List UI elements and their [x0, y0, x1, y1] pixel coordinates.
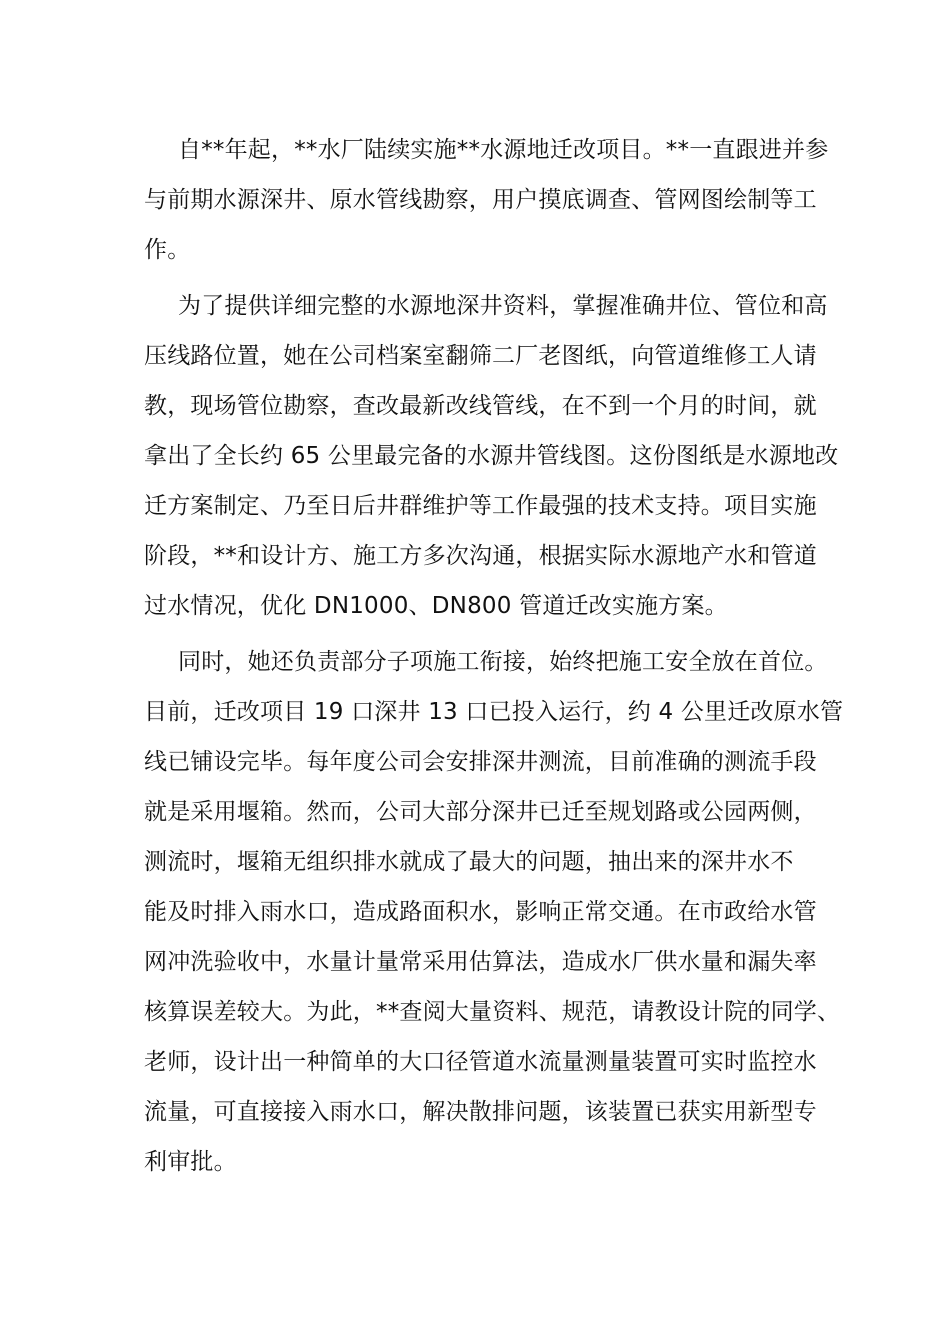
- text-line: 同时，她还负责部分子项施工衔接，始终把施工安全放在首位。: [178, 649, 828, 675]
- text-line: 压线路位置，她在公司档案室翻筛二厂老图纸，向管道维修工人请: [144, 343, 817, 369]
- text-line: 阶段，**和设计方、施工方多次沟通，根据实际水源地产水和管道: [144, 543, 817, 569]
- text-line: 自**年起，**水厂陆续实施**水源地迁改项目。**一直跟进并参: [178, 137, 829, 163]
- text-line: 过水情况，优化 DN1000、DN800 管道迁改实施方案。: [144, 593, 728, 619]
- text-line: 流量，可直接接入雨水口，解决散排问题，该装置已获实用新型专: [144, 1099, 817, 1125]
- text-line: 能及时排入雨水口，造成路面积水，影响正常交通。在市政给水管: [144, 899, 817, 925]
- text-line: 网冲洗验收中，水量计量常采用估算法，造成水厂供水量和漏失率: [144, 949, 817, 975]
- text-line: 拿出了全长约 65 公里最完备的水源井管线图。这份图纸是水源地改: [144, 443, 839, 469]
- text-line: 作。: [144, 237, 191, 263]
- text-line: 目前，迁改项目 19 口深井 13 口已投入运行，约 4 公里迁改原水管: [144, 699, 844, 725]
- text-line: 就是采用堰箱。然而，公司大部分深井已迁至规划路或公园两侧，: [144, 799, 817, 825]
- text-line: 与前期水源深井、原水管线勘察，用户摸底调查、管网图绘制等工: [144, 187, 817, 213]
- text-line: 利审批。: [144, 1149, 237, 1175]
- text-line: 迁方案制定、乃至日后井群维护等工作最强的技术支持。项目实施: [144, 493, 817, 519]
- text-line: 老师，设计出一种简单的大口径管道水流量测量装置可实时监控水: [144, 1049, 817, 1075]
- text-line: 核算误差较大。为此，**查阅大量资料、规范，请教设计院的同学、: [144, 999, 841, 1025]
- text-line: 教，现场管位勘察，查改最新改线管线，在不到一个月的时间，就: [144, 393, 817, 419]
- text-line: 为了提供详细完整的水源地深井资料，掌握准确井位、管位和高: [178, 293, 828, 319]
- text-line: 线已铺设完毕。每年度公司会安排深井测流，目前准确的测流手段: [144, 749, 817, 775]
- text-line: 测流时，堰箱无组织排水就成了最大的问题，抽出来的深井水不: [144, 849, 794, 875]
